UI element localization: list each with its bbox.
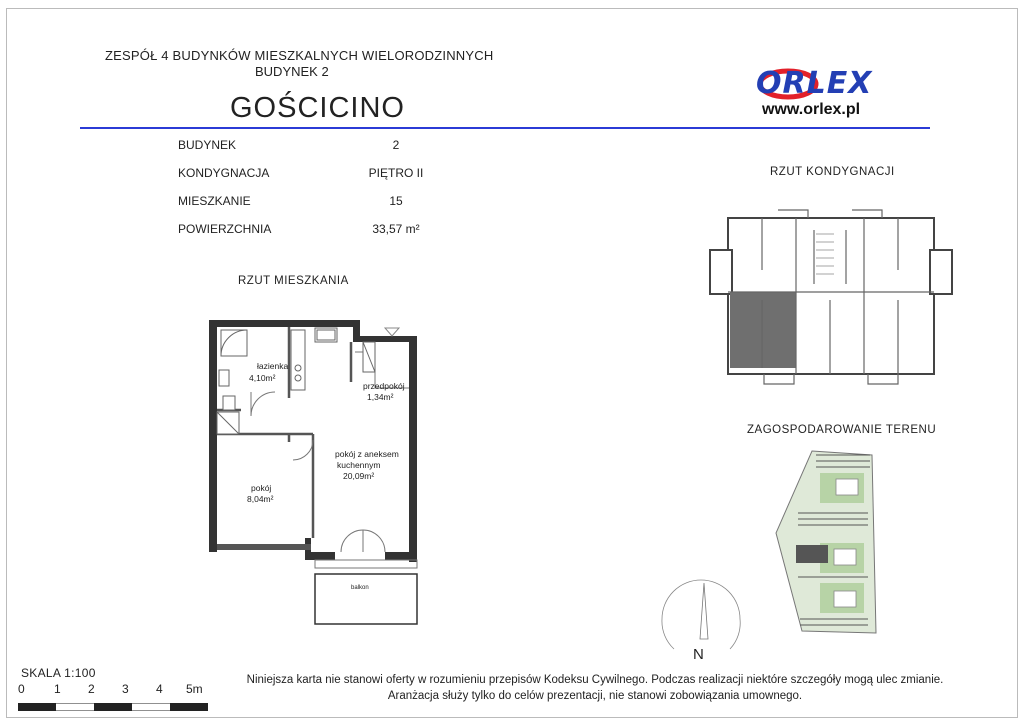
balcony-rail bbox=[315, 560, 417, 568]
room-area-hallway: 1,34m² bbox=[367, 392, 394, 402]
scale-tick-label: 3 bbox=[122, 682, 129, 696]
floor-plan-diagram bbox=[702, 200, 960, 400]
balcony-outline bbox=[315, 574, 417, 624]
info-value: 15 bbox=[389, 194, 403, 208]
scale-bar bbox=[18, 698, 208, 706]
info-label: BUDYNEK bbox=[178, 138, 237, 152]
scale-tick-label: 0 bbox=[18, 682, 25, 696]
project-title: ZESPÓŁ 4 BUDYNKÓW MIESZKALNYCH WIELORODZINNYCH bbox=[105, 48, 494, 63]
building-subtitle: BUDYNEK 2 bbox=[255, 64, 329, 79]
logo-wordmark: ORLEX bbox=[756, 66, 873, 101]
info-value: 33,57 m² bbox=[372, 222, 420, 236]
apartment-plan bbox=[205, 312, 445, 628]
room-name2-living: kuchennym bbox=[337, 460, 381, 470]
info-value: PIĘTRO II bbox=[368, 166, 424, 180]
scale-title: SKALA 1:100 bbox=[21, 666, 96, 680]
room-name-balcony: balkon bbox=[351, 585, 369, 591]
room-name-living: pokój z aneksem bbox=[335, 449, 399, 459]
room-area-bedroom: 8,04m² bbox=[247, 494, 274, 504]
site-selected-building bbox=[796, 545, 828, 563]
room-name-hallway: przedpokój bbox=[363, 381, 405, 391]
scale-tick-label: 5m bbox=[186, 682, 203, 696]
info-label: MIESZKANIE bbox=[178, 194, 251, 208]
entry-marker-icon bbox=[385, 328, 399, 336]
disclaimer-line: Aranżacja służy tylko do celów prezentacji, nie stanowi zobowiązania umownego. bbox=[387, 690, 803, 702]
selected-apartment bbox=[730, 292, 796, 368]
orlex-logo bbox=[756, 66, 932, 122]
disclaimer-line: Niniejsza karta nie stanowi oferty w rozumieniu przepisów Kodeksu Cywilnego. Podczas realizacji niektóre szczegóły mogą ulec zmianie. bbox=[246, 674, 944, 686]
disclaimer bbox=[235, 672, 955, 704]
floor-plan-caption: RZUT KONDYGNACJI bbox=[770, 166, 895, 178]
info-label: KONDYGNACJA bbox=[178, 166, 270, 180]
apartment-plan-caption: RZUT MIESZKANIA bbox=[238, 275, 349, 287]
room-area-living: 20,09m² bbox=[343, 471, 375, 481]
north-label: N bbox=[693, 646, 704, 663]
info-label: POWIERZCHNIA bbox=[178, 222, 272, 236]
room-name-bedroom: pokój bbox=[251, 483, 272, 493]
site-plan-caption: ZAGOSPODAROWANIE TERENU bbox=[747, 424, 937, 436]
scale-tick-label: 2 bbox=[88, 682, 95, 696]
site-plan-diagram bbox=[772, 447, 878, 637]
room-name-bathroom: łazienka bbox=[257, 361, 289, 371]
info-value: 2 bbox=[392, 138, 400, 152]
header-rule bbox=[80, 127, 930, 129]
scale-tick-label: 4 bbox=[156, 682, 163, 696]
city-title: GOŚCICINO bbox=[230, 92, 405, 124]
room-area-bathroom: 4,10m² bbox=[249, 373, 276, 383]
scale-labels bbox=[14, 682, 224, 698]
logo-url: www.orlex.pl bbox=[762, 101, 861, 118]
scale-tick-label: 1 bbox=[54, 682, 61, 696]
